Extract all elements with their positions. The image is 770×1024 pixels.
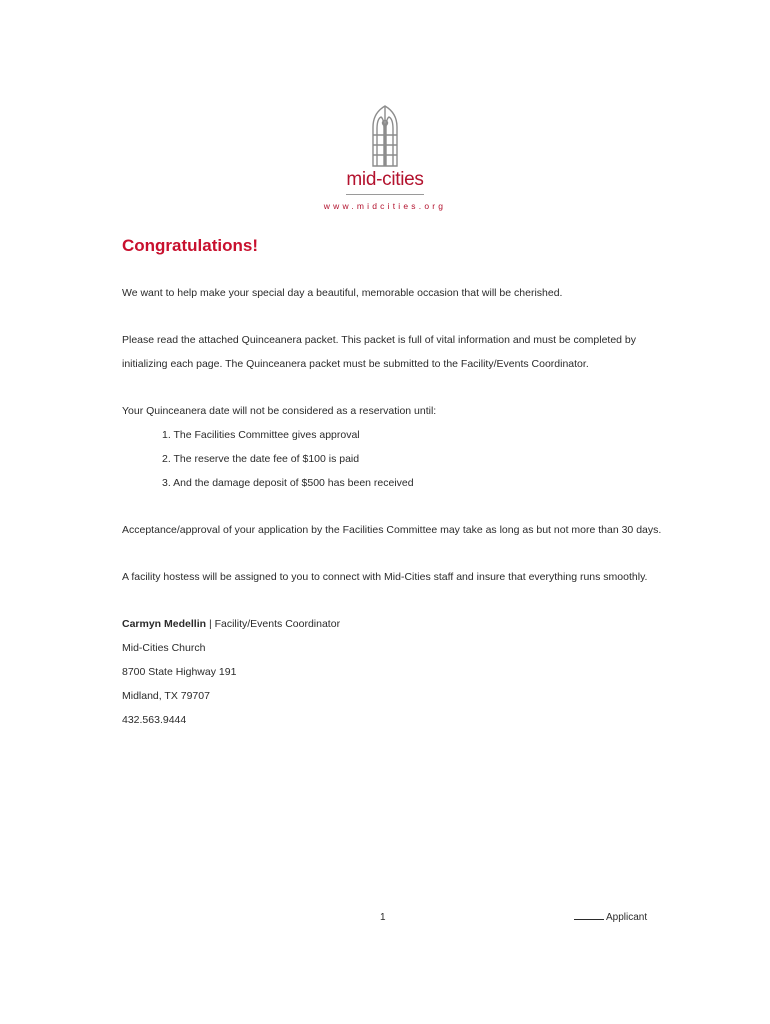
contact-block bbox=[122, 612, 662, 732]
brand-name: mid-cities bbox=[346, 169, 423, 195]
letter-heading: Congratulations! bbox=[122, 236, 258, 255]
letter-body bbox=[122, 234, 662, 732]
paragraph-approval: Acceptance/approval of your application by the Facilities Committee may take as long as but not more than 30 days. bbox=[122, 524, 662, 536]
page-number: 1 bbox=[380, 912, 386, 923]
paragraph-intro: We want to help make your special day a beautiful, memorable occasion that will be cherished. bbox=[122, 287, 563, 299]
list-item: 1. The Facilities Committee gives approval bbox=[162, 429, 360, 441]
logo bbox=[0, 105, 770, 211]
contact-address-1: 8700 State Highway 191 bbox=[122, 666, 237, 678]
church-window-icon bbox=[370, 105, 400, 167]
contact-name-line bbox=[122, 612, 662, 636]
applicant-label: Applicant bbox=[606, 912, 648, 923]
conditions-list bbox=[122, 423, 662, 495]
paragraph-hostess: A facility hostess will be assigned to you to connect with Mid-Cities staff and insure that everything runs smoothly. bbox=[122, 571, 648, 583]
applicant-initials bbox=[574, 912, 647, 923]
paragraph-packet: Please read the attached Quinceanera packet. This packet is full of vital information and must be completed by initializing each page. The Quinceanera packet must be submitted to the Facility/Events Coordinator. bbox=[122, 334, 637, 370]
contact-phone: 432.563.9444 bbox=[122, 714, 187, 726]
list-item: 3. And the damage deposit of $500 has been received bbox=[162, 477, 414, 489]
contact-name: Carmyn Medellin bbox=[122, 618, 207, 630]
initials-blank-line bbox=[574, 919, 604, 920]
contact-address-2: Midland, TX 79707 bbox=[122, 690, 210, 702]
website-url[interactable]: www.midcities.org bbox=[323, 201, 447, 211]
list-item: 2. The reserve the date fee of $100 is paid bbox=[162, 453, 360, 465]
contact-title: Facility/Events Coordinator bbox=[214, 618, 341, 630]
paragraph-reservation: Your Quinceanera date will not be considered as a reservation until: bbox=[122, 405, 437, 417]
contact-separator: | bbox=[206, 618, 215, 630]
contact-org: Mid-Cities Church bbox=[122, 642, 206, 654]
